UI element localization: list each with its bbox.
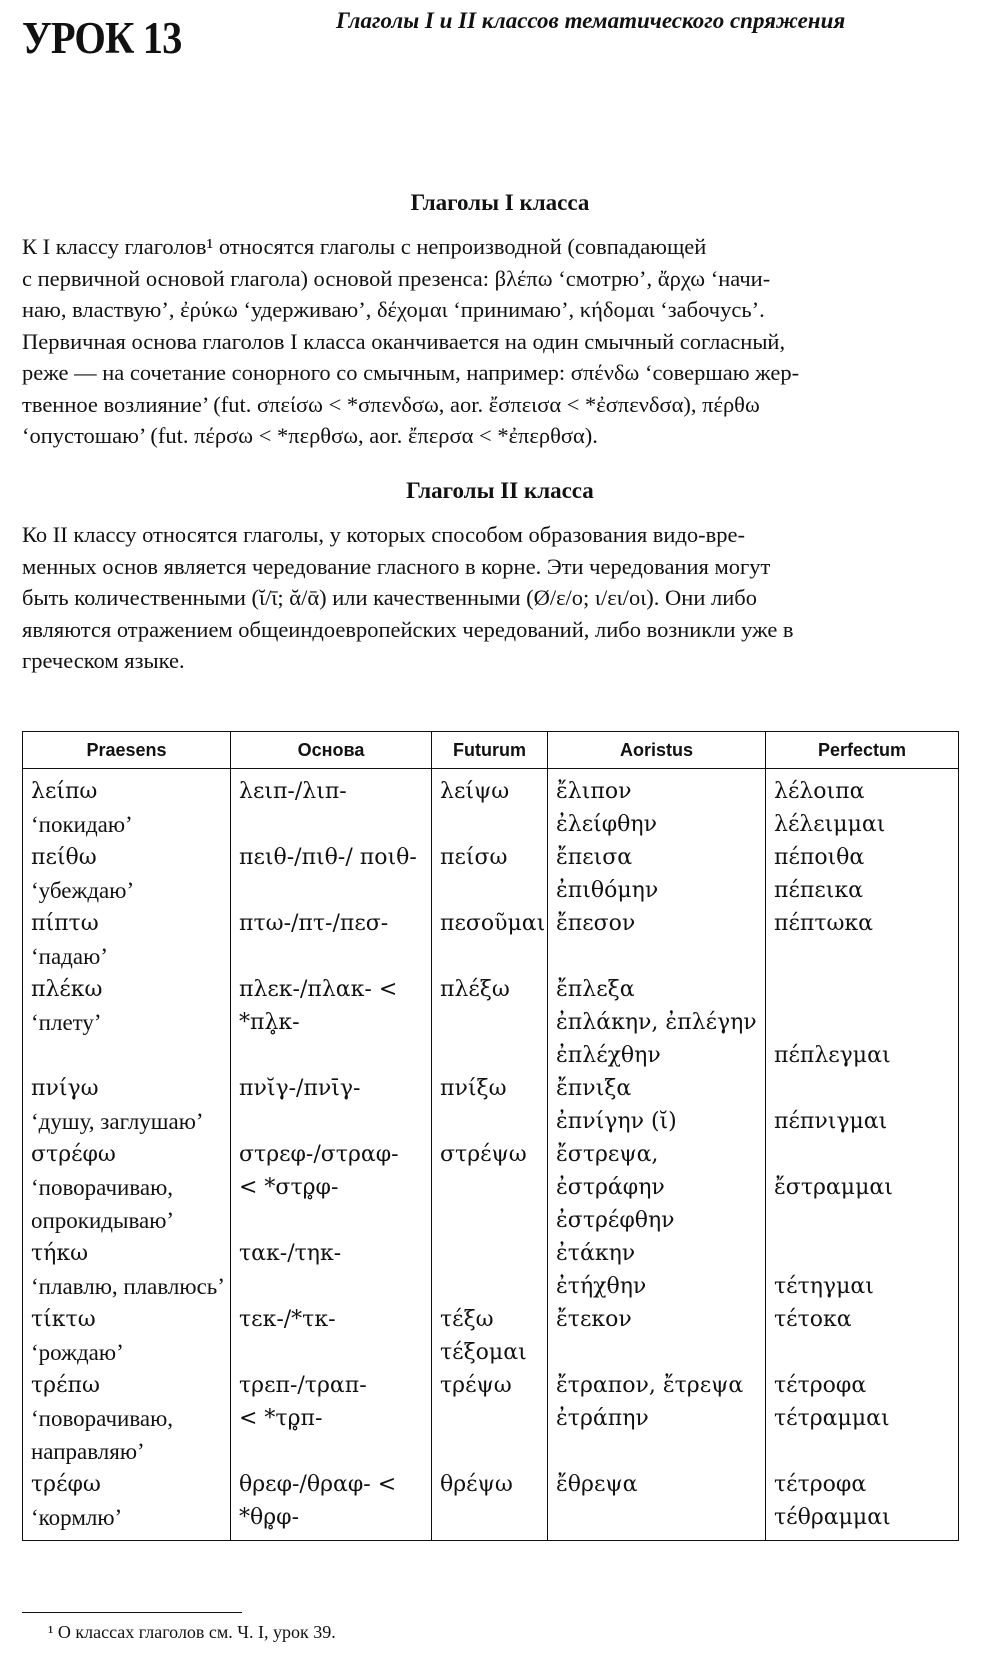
cell-line: ἐλείφθην (556, 812, 657, 837)
cell-line: ἔπλεξα (556, 977, 635, 1002)
cell-line: τέτηγμαι (774, 1274, 874, 1299)
cell-osnova (231, 841, 432, 907)
section-title-class-1: Глаголы I класса (410, 190, 590, 215)
cell-praesens (23, 973, 231, 1072)
cell-line: τρεπ-/τραπ- (239, 1373, 367, 1398)
cell-line (774, 1072, 958, 1105)
table-row (23, 769, 959, 842)
cell-line: опрокидываю’ (31, 1208, 175, 1233)
cell-line: ἐτήχθην (556, 1274, 647, 1299)
table-row (23, 1072, 959, 1138)
cell-line: *θρ̥φ- (239, 1505, 300, 1530)
paragraph-line: наю, властвую’, ἐρύκω ‘удерживаю’, δέχομαι ‘принимаю’, κήδομαι ‘забочусь’. (22, 297, 765, 322)
cell-line: τέξω (440, 1307, 494, 1332)
cell-osnova (231, 1303, 432, 1369)
cell-line: τέτοκα (774, 1307, 852, 1332)
table-row (23, 907, 959, 973)
lesson-number: УРОК 13 (22, 13, 182, 63)
cell-line: λέλοιπα (774, 779, 865, 804)
cell-perfectum (766, 1237, 959, 1303)
cell-line: направляю’ (31, 1439, 145, 1464)
cell-praesens (23, 1237, 231, 1303)
paragraph-line: являются отражением общеиндоевропейских чередований, либо возникли уже в (22, 616, 794, 642)
cell-line: πλέξω (440, 977, 510, 1002)
cell-line (774, 1237, 958, 1270)
cell-futurum (432, 1369, 548, 1468)
cell-line: τέξομαι (440, 1340, 527, 1365)
cell-perfectum (766, 1138, 959, 1237)
cell-line: πείσω (440, 845, 508, 870)
cell-line: στρεφ-/στραφ- (239, 1142, 399, 1167)
cell-line: πνίξω (440, 1076, 507, 1101)
cell-aoristus (548, 907, 766, 973)
cell-osnova (231, 907, 432, 973)
cell-line: λειπ-/λιπ- (239, 779, 347, 804)
table-row (23, 1138, 959, 1237)
cell-perfectum (766, 1303, 959, 1369)
cell-line: ‘плету’ (31, 1010, 102, 1035)
cell-line: θρεφ-/θραφ- < (239, 1472, 397, 1497)
cell-line: πείθω (31, 845, 97, 870)
table-row (23, 973, 959, 1072)
cell-line: ‘покидаю’ (31, 812, 133, 837)
cell-line: ἐτράπην (556, 1406, 649, 1431)
cell-line: ἔστραμμαι (774, 1175, 893, 1200)
cell-line: ἐπνίγην (ῐ) (556, 1109, 677, 1134)
cell-line: πίπτω (31, 911, 99, 936)
cell-aoristus (548, 769, 766, 842)
cell-osnova (231, 1369, 432, 1468)
cell-line: πλεκ-/πλακ- < (239, 977, 398, 1002)
paragraph-line: ‘опустошаю’ (fut. πέρσω < *περθσω, aor. ἔπερσα < *ἐπερθσα). (22, 423, 598, 448)
cell-futurum (432, 973, 548, 1072)
cell-perfectum (766, 1369, 959, 1468)
cell-line: ‘кормлю’ (31, 1505, 123, 1530)
cell-osnova (231, 1138, 432, 1237)
cell-line: πεσοῦμαι (440, 911, 546, 936)
cell-aoristus (548, 1072, 766, 1138)
cell-line: πνίγω (31, 1076, 99, 1101)
cell-line: ἔτεκον (556, 1307, 632, 1332)
cell-line: ‘душу, заглушаю’ (31, 1109, 204, 1134)
section-title-class-2: Глаголы II класса (406, 478, 594, 503)
cell-line: τέθραμμαι (774, 1505, 891, 1530)
cell-perfectum (766, 769, 959, 842)
column-header-perfectum: Perfectum (766, 732, 959, 769)
cell-praesens (23, 769, 231, 842)
cell-futurum (432, 841, 548, 907)
cell-aoristus (548, 1303, 766, 1369)
paragraph-line: с первичной основой глагола) основой презенса: βλέπω ‘смотрю’, ἄρχω ‘начи- (22, 265, 771, 291)
cell-perfectum (766, 841, 959, 907)
cell-praesens (23, 907, 231, 973)
cell-aoristus (548, 1138, 766, 1237)
cell-futurum (432, 1468, 548, 1541)
cell-praesens (23, 1369, 231, 1468)
cell-line: ‘плавлю, плавлюсь’ (31, 1274, 225, 1299)
cell-futurum (432, 1138, 548, 1237)
cell-line (774, 973, 958, 1006)
cell-line: τρέψω (440, 1373, 512, 1398)
cell-line: τρέπω (31, 1373, 100, 1398)
cell-line: < *τρ̥π- (239, 1406, 323, 1431)
cell-futurum (432, 907, 548, 973)
cell-line: πνῐγ-/πνῑγ- (239, 1076, 361, 1101)
table-row (23, 841, 959, 907)
cell-line: λείψω (440, 779, 510, 804)
cell-perfectum (766, 907, 959, 973)
cell-osnova (231, 1468, 432, 1541)
cell-praesens (23, 1138, 231, 1237)
cell-line: λείπω (31, 779, 98, 804)
cell-line: < *στρ̥φ- (239, 1175, 339, 1200)
cell-line: ‘поворачиваю, (31, 1175, 174, 1200)
cell-perfectum (766, 1468, 959, 1541)
cell-line: ἔπεισα (556, 845, 633, 870)
cell-line: ‘убеждаю’ (31, 878, 135, 903)
cell-line: τεκ-/*τκ- (239, 1307, 336, 1332)
paragraph-line: быть количественными (ῐ/ῑ; ᾰ/ᾱ) или качественными (Ø/ε/ο; ι/ει/οι). Они либо (22, 585, 757, 610)
footnote: ¹ О классах глаголов см. Ч. I, урок 39. (48, 1622, 336, 1642)
paragraph-line: менных основ является чередование гласного в корне. Эти чередования могут (22, 553, 771, 579)
column-header-futurum: Futurum (432, 732, 548, 769)
cell-line: ‘рождаю’ (31, 1340, 124, 1365)
cell-osnova (231, 973, 432, 1072)
cell-line: ἔτραπον, ἔτρεψα (556, 1373, 744, 1398)
cell-line: τακ-/τηκ- (239, 1241, 342, 1266)
paragraph-class-2 (22, 519, 958, 677)
cell-line: ἐπλέχθην (556, 1043, 661, 1068)
cell-futurum (432, 1303, 548, 1369)
cell-line: ἐπιθόμην (556, 878, 659, 903)
cell-futurum (432, 1072, 548, 1138)
cell-line (774, 1138, 958, 1171)
cell-line: τέτραμμαι (774, 1406, 890, 1431)
cell-line: πτω-/πτ-/πεσ- (239, 911, 389, 936)
cell-aoristus (548, 973, 766, 1072)
cell-perfectum (766, 973, 959, 1072)
cell-line: ἐστράφην (556, 1175, 665, 1200)
cell-line: στρέψω (440, 1142, 527, 1167)
cell-futurum (432, 769, 548, 842)
footnote-rule (22, 1612, 242, 1613)
cell-line: τέτροφα (774, 1373, 867, 1398)
cell-line: πειθ-/πιθ-/ ποιθ- (239, 845, 417, 870)
cell-aoristus (548, 841, 766, 907)
cell-line: λέλειμμαι (774, 812, 886, 837)
paragraph-line: Первичная основа глаголов I класса оканчивается на один смычный согласный, (22, 328, 786, 354)
running-title: Глаголы I и II классов тематического спряжения (336, 8, 846, 33)
cell-line: ἐστρέφθην (556, 1208, 675, 1233)
column-header-osnova: Основа (231, 732, 432, 769)
cell-perfectum (766, 1072, 959, 1138)
column-header-praesens: Praesens (23, 732, 231, 769)
cell-line: τήκω (31, 1241, 89, 1266)
cell-line: ‘падаю’ (31, 944, 108, 969)
table-row (23, 1369, 959, 1468)
cell-line: πέπτωκα (774, 911, 874, 936)
paragraph-line: реже — на сочетание сонорного со смычным, например: σπένδω ‘совершаю жер- (22, 360, 800, 385)
cell-line: ἔπνιξα (556, 1076, 632, 1101)
cell-aoristus (548, 1369, 766, 1468)
cell-line: πέπνιγμαι (774, 1109, 888, 1134)
cell-line (440, 1237, 547, 1270)
paragraph-line: К I классу глаголов¹ относятся глаголы с непроизводной (совпадающей (22, 234, 707, 259)
column-header-aoristus: Aoristus (548, 732, 766, 769)
paragraph-class-1 (22, 231, 958, 452)
cell-line: ἔπεσον (556, 911, 636, 936)
cell-line: τέτροφα (774, 1472, 867, 1497)
paragraph-line: греческом языке. (22, 648, 185, 673)
cell-line: πλέκω (31, 977, 103, 1002)
table-header-row (23, 732, 959, 769)
cell-praesens (23, 1468, 231, 1541)
cell-line: θρέψω (440, 1472, 513, 1497)
cell-line: στρέφω (31, 1142, 116, 1167)
cell-osnova (231, 1072, 432, 1138)
cell-line: ‘поворачиваю, (31, 1406, 174, 1431)
table-row (23, 1237, 959, 1303)
cell-line: πέποιθα (774, 845, 865, 870)
cell-line: ἔθρεψα (556, 1472, 638, 1497)
cell-line: τρέφω (31, 1472, 101, 1497)
paragraph-line: Ко II классу относятся глаголы, у которых способом образования видо-вре- (22, 522, 745, 547)
cell-line: ἔλιπον (556, 779, 632, 804)
cell-line: *πλ̥κ- (239, 1010, 300, 1035)
paragraph-line: твенное возлияние’ (fut. σπείσω < *σπενδσω, aor. ἔσπεισα < *ἐσπενδσα), πέρθω (22, 391, 760, 417)
cell-line: ἔστρεψα, (556, 1142, 659, 1167)
cell-praesens (23, 841, 231, 907)
cell-line: τίκτω (31, 1307, 96, 1332)
table-row (23, 1303, 959, 1369)
cell-praesens (23, 1072, 231, 1138)
cell-futurum (432, 1237, 548, 1303)
cell-line: ἐτάκην (556, 1241, 636, 1266)
table-row (23, 1468, 959, 1541)
cell-aoristus (548, 1468, 766, 1541)
cell-line: πέπλεγμαι (774, 1043, 891, 1068)
cell-osnova (231, 1237, 432, 1303)
cell-line: πέπεικα (774, 878, 863, 903)
cell-line: ἐπλάκην, ἐπλέγην (556, 1010, 757, 1035)
verb-classes-table (22, 731, 959, 1541)
cell-praesens (23, 1303, 231, 1369)
cell-aoristus (548, 1237, 766, 1303)
cell-line (774, 1006, 958, 1039)
cell-osnova (231, 769, 432, 842)
